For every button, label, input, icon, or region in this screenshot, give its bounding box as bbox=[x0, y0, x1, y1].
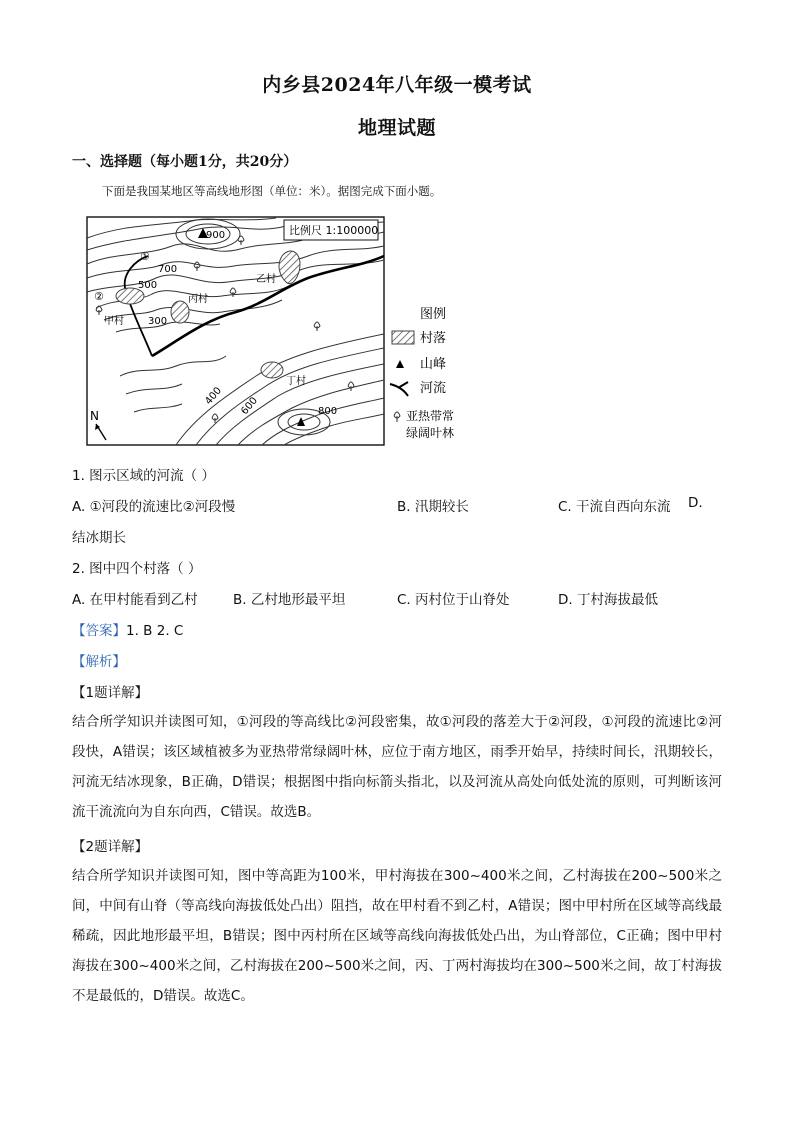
legend-forest-icon bbox=[394, 412, 400, 422]
q1-option-d: D. bbox=[688, 495, 703, 511]
label-400: 400 bbox=[203, 385, 225, 407]
legend-forest-1: 亚热带常 bbox=[406, 409, 455, 423]
label-bing: 丙村 bbox=[188, 294, 208, 305]
label-500: 500 bbox=[138, 280, 158, 291]
q2-option-d: D. 丁村海拔最低 bbox=[558, 592, 658, 608]
q2-analysis-text: 结合所学知识并读图可知，图中等高距为100米，甲村海拔在300~400米之间，乙村海拔在200~500米之间，中间有山脊（等高线向海拔低处凸出）阻挡，故在甲村看不到乙村，A错误；图中甲村所在区域等高线最稀疏，因此地形最平坦，B错误；图中丙村所在区域等高线向海拔低处凸出，为山脊部位，C正确；图中甲村海拔在300~400米之间，乙村海拔在200~500米之间，丙、丁两村海拔均在300~500米之间，故丁村海拔不是最低的，D错误。故选C。 bbox=[72, 868, 722, 1004]
label-300: 300 bbox=[148, 316, 168, 327]
label-900: 900 bbox=[206, 230, 226, 241]
q1-option-b: B. 汛期较长 bbox=[397, 499, 469, 515]
q2-option-b: B. 乙村地形最平坦 bbox=[233, 592, 346, 608]
exam-subtitle: 地理试题 bbox=[357, 117, 436, 139]
q1-option-c: C. 干流自西向东流 bbox=[558, 499, 671, 515]
legend-village-swatch bbox=[392, 331, 414, 344]
legend-peak: 山峰 bbox=[420, 357, 447, 372]
label-circle-2: ② bbox=[94, 290, 104, 303]
q2-option-a: A. 在甲村能看到乙村 bbox=[72, 592, 198, 608]
label-jia: 甲村 bbox=[104, 316, 124, 327]
label-circle-1: ① bbox=[140, 250, 150, 263]
q1-option-d-wrap: 结冰期长 bbox=[72, 530, 126, 546]
legend-peak-icon bbox=[396, 360, 404, 368]
q2-stem: 2. 图中四个村落（ ） bbox=[72, 561, 202, 577]
q2-option-c: C. 丙村位于山脊处 bbox=[397, 592, 510, 608]
contour-map bbox=[86, 216, 466, 448]
answer-label: 【答案】 bbox=[72, 623, 126, 639]
label-600: 600 bbox=[239, 395, 261, 417]
q1-analysis-header: 【1题详解】 bbox=[72, 685, 149, 701]
legend-river: 河流 bbox=[420, 381, 447, 396]
legend-river-icon bbox=[390, 382, 408, 396]
legend-village: 村落 bbox=[420, 331, 447, 346]
label-800: 800 bbox=[318, 406, 338, 417]
answer-row bbox=[72, 619, 183, 639]
map-frame bbox=[87, 217, 384, 445]
label-yi: 乙村 bbox=[256, 274, 276, 285]
label-700: 700 bbox=[158, 264, 178, 275]
q2-analysis-header: 【2题详解】 bbox=[72, 839, 149, 855]
q1-option-a: A. ①河段的流速比②河段慢 bbox=[72, 499, 236, 515]
answer-text: 1. B 2. C bbox=[126, 623, 184, 639]
exam-title: 内乡县2024年八年级一模考试 bbox=[262, 74, 532, 96]
legend-title: 图例 bbox=[420, 307, 447, 322]
legend-forest-2: 绿阔叶林 bbox=[406, 426, 455, 440]
section-heading: 一、选择题（每小题1分，共20分） bbox=[72, 154, 298, 170]
analysis-label: 【解析】 bbox=[72, 654, 126, 670]
village-ding bbox=[261, 362, 283, 378]
q1-analysis-text: 结合所学知识并读图可知，①河段的等高线比②河段密集，故①河段的落差大于②河段，①河段的流速比②河段快，A错误；该区域植被多为亚热带常绿阔叶林，应位于南方地区，雨季开始早，持续时间长，汛期较长，河流无结冰现象，B正确，D错误；根据图中指向标箭头指北，以及河流从高处向低处流的原则，可判断该河流干流流向为自东向西，C错误。故选B。 bbox=[72, 714, 722, 820]
north-label: N bbox=[90, 409, 99, 423]
label-ding: 丁村 bbox=[286, 376, 306, 387]
intro-text: 下面是我国某地区等高线地形图（单位：米）。据图完成下面小题。 bbox=[102, 184, 442, 198]
q1-stem: 1. 图示区域的河流（ ） bbox=[72, 468, 215, 484]
village-bing bbox=[171, 301, 189, 323]
scale-text: 比例尺 1:100000 bbox=[289, 224, 379, 237]
